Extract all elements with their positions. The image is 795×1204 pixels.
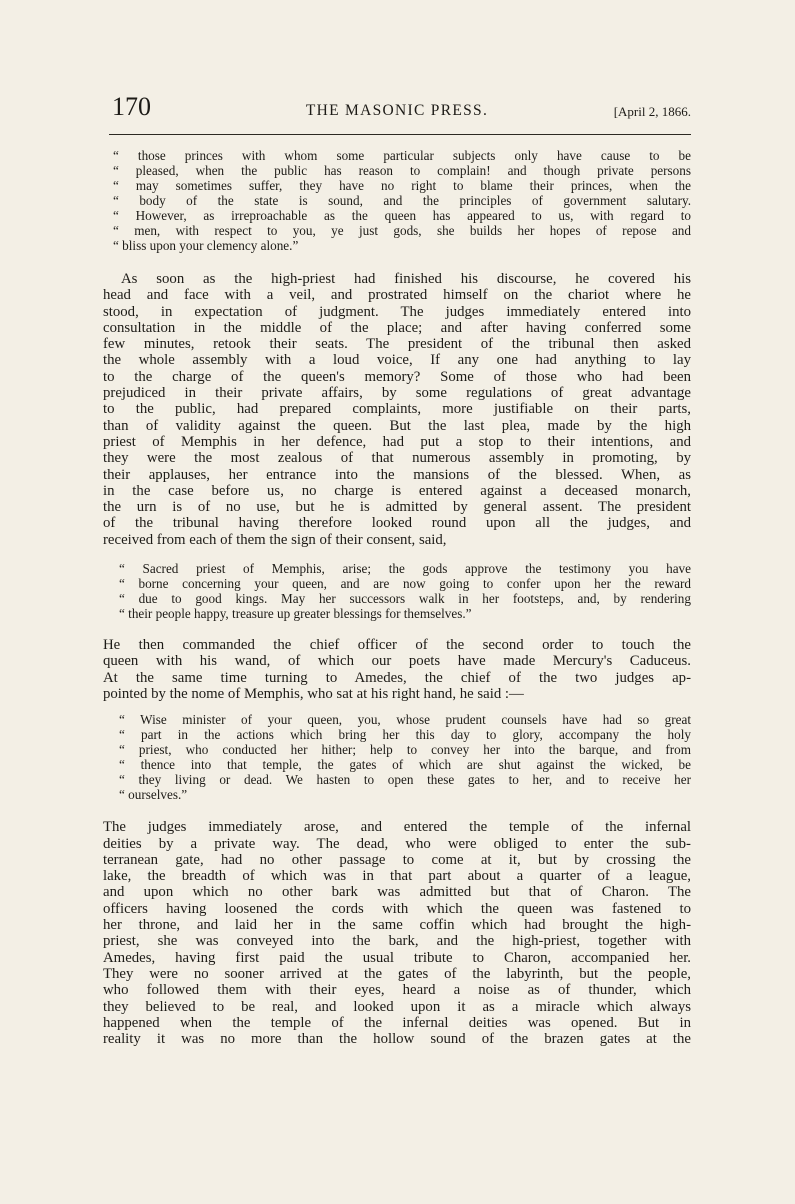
quote-line: “ men, with respect to you, ye just gods, she builds her hopes of repose and xyxy=(113,223,691,238)
quote-line: “ However, as irreproachable as the queen has appeared to us, with regard to xyxy=(113,208,691,223)
text-line: received from each of them the sign of their consent, said, xyxy=(103,531,447,548)
quote-line: “ thence into that temple, the gates of which are shut against the wicked, be xyxy=(119,757,691,773)
quote-line: “ their people happy, treasure up greater blessings for themselves.” xyxy=(119,606,472,622)
text-line: priest, she was conveyed into the bark, and the high-priest, together with xyxy=(103,933,691,950)
quote-line: “ Wise minister of your queen, you, whose prudent counsels have had so great xyxy=(119,712,691,728)
text-line: They were no sooner arrived at the gates of the labyrinth, but the people, xyxy=(103,965,691,982)
page-header xyxy=(103,92,691,134)
text-line: As soon as the high-priest had finished his discourse, he covered his xyxy=(121,271,691,287)
body-paragraph xyxy=(103,271,691,548)
quote-line: “ borne concerning your queen, and are now going to confer upon her the reward xyxy=(119,576,691,592)
text-line: in the case before us, no charge is entered against a deceased monarch, xyxy=(103,482,691,499)
text-line: to the public, had prepared complaints, more justifiable on their parts, xyxy=(103,401,691,418)
body-paragraph xyxy=(103,637,691,702)
quote-block xyxy=(103,561,691,621)
quote-line: “ ourselves.” xyxy=(119,787,188,803)
text-line: consultation in the middle of the place; and after having conferred some xyxy=(103,319,691,336)
text-line: than of validity against the queen. But the last plea, made by the high xyxy=(103,417,691,434)
quote-block xyxy=(103,148,691,253)
quote-line: “ part in the actions which bring her this day to glory, accompany the holy xyxy=(119,727,691,743)
text-line: pointed by the nome of Memphis, who sat at his right hand, he said :— xyxy=(103,685,524,702)
text-line: few minutes, retook their seats. The president of the tribunal then asked xyxy=(103,336,691,353)
text-line: officers having loosened the cords with which the queen was fastened to xyxy=(103,900,691,917)
text-line: and upon which no other bark was admitted but that of Charon. The xyxy=(103,884,691,901)
quote-block xyxy=(103,712,691,802)
text-line: her throne, and laid her in the same coffin which had brought the high- xyxy=(103,917,691,934)
quote-line: “ may sometimes suffer, they have no right to blame their princes, when the xyxy=(113,178,691,193)
text-line: Amedes, having first paid the usual tribute to Charon, accompanied her. xyxy=(103,949,691,966)
text-line: their applauses, her entrance into the mansions of the blessed. When, as xyxy=(103,466,691,483)
header-rule xyxy=(109,134,691,135)
text-line: of the tribunal having therefore looked round upon all the judges, and xyxy=(103,515,691,532)
page-number: 170 xyxy=(112,92,151,121)
quote-line: “ due to good kings. May her successors walk in her footsteps, and, by rendering xyxy=(119,591,691,607)
quote-line: “ priest, who conducted her hither; help to convey her into the barque, and from xyxy=(119,742,691,758)
text-line: happened when the temple of the infernal deities was opened. But in xyxy=(103,1014,691,1031)
text-line: He then commanded the chief officer of the second order to touch the xyxy=(103,637,691,654)
text-line: the urn is of no use, but he is admitted by general assent. The president xyxy=(103,499,691,516)
text-line: reality it was no more than the hollow sound of the brazen gates at the xyxy=(103,1031,691,1048)
text-line: stood, in expectation of judgment. The judges immediately entered into xyxy=(103,303,691,320)
text-line: lake, the breadth of which was in that part about a quarter of a league, xyxy=(103,868,691,885)
text-line: priest of Memphis in her defence, had put a stop to their intentions, and xyxy=(103,433,691,450)
issue-date: [April 2, 1866. xyxy=(613,104,691,119)
text-line: head and face with a veil, and prostrated himself on the chariot where he xyxy=(103,287,691,304)
text-line: prejudiced in their private affairs, by some regulations of great advantage xyxy=(103,385,691,402)
text-line: terranean gate, had no other passage to come at it, but by crossing the xyxy=(103,851,691,868)
text-line: to the charge of the queen's memory? Some of those who had been xyxy=(103,368,691,385)
quote-line: “ those princes with whom some particular subjects only have cause to be xyxy=(113,148,691,163)
text-line: who followed them with their eyes, heard a noise as of thunder, which xyxy=(103,982,691,999)
body-paragraph xyxy=(103,819,691,1047)
text-line: they believed to be real, and looked upon it as a miracle which always xyxy=(103,998,691,1015)
journal-title: THE MASONIC PRESS. xyxy=(305,102,489,119)
quote-line: “ bliss upon your clemency alone.” xyxy=(113,238,299,253)
quote-line: “ body of the state is sound, and the principles of government salutary. xyxy=(113,193,691,208)
text-line: the whole assembly with a loud voice, If any one had anything to lay xyxy=(103,352,691,369)
text-line: they were the most zealous of that numerous assembly in promoting, by xyxy=(103,450,691,467)
quote-line: “ Sacred priest of Memphis, arise; the gods approve the testimony you have xyxy=(119,561,691,577)
text-line: deities by a private way. The dead, who were obliged to enter the sub- xyxy=(103,835,691,852)
quote-line: “ pleased, when the public has reason to complain! and though private persons xyxy=(113,163,691,178)
text-line: queen with his wand, of which our poets have made Mercury's Caduceus. xyxy=(103,653,691,670)
text-line: At the same time turning to Amedes, the chief of the two judges ap- xyxy=(103,669,691,686)
text-line: The judges immediately arose, and entered the temple of the infernal xyxy=(103,819,691,836)
quote-line: “ they living or dead. We hasten to open these gates to her, and to receive her xyxy=(119,772,691,788)
